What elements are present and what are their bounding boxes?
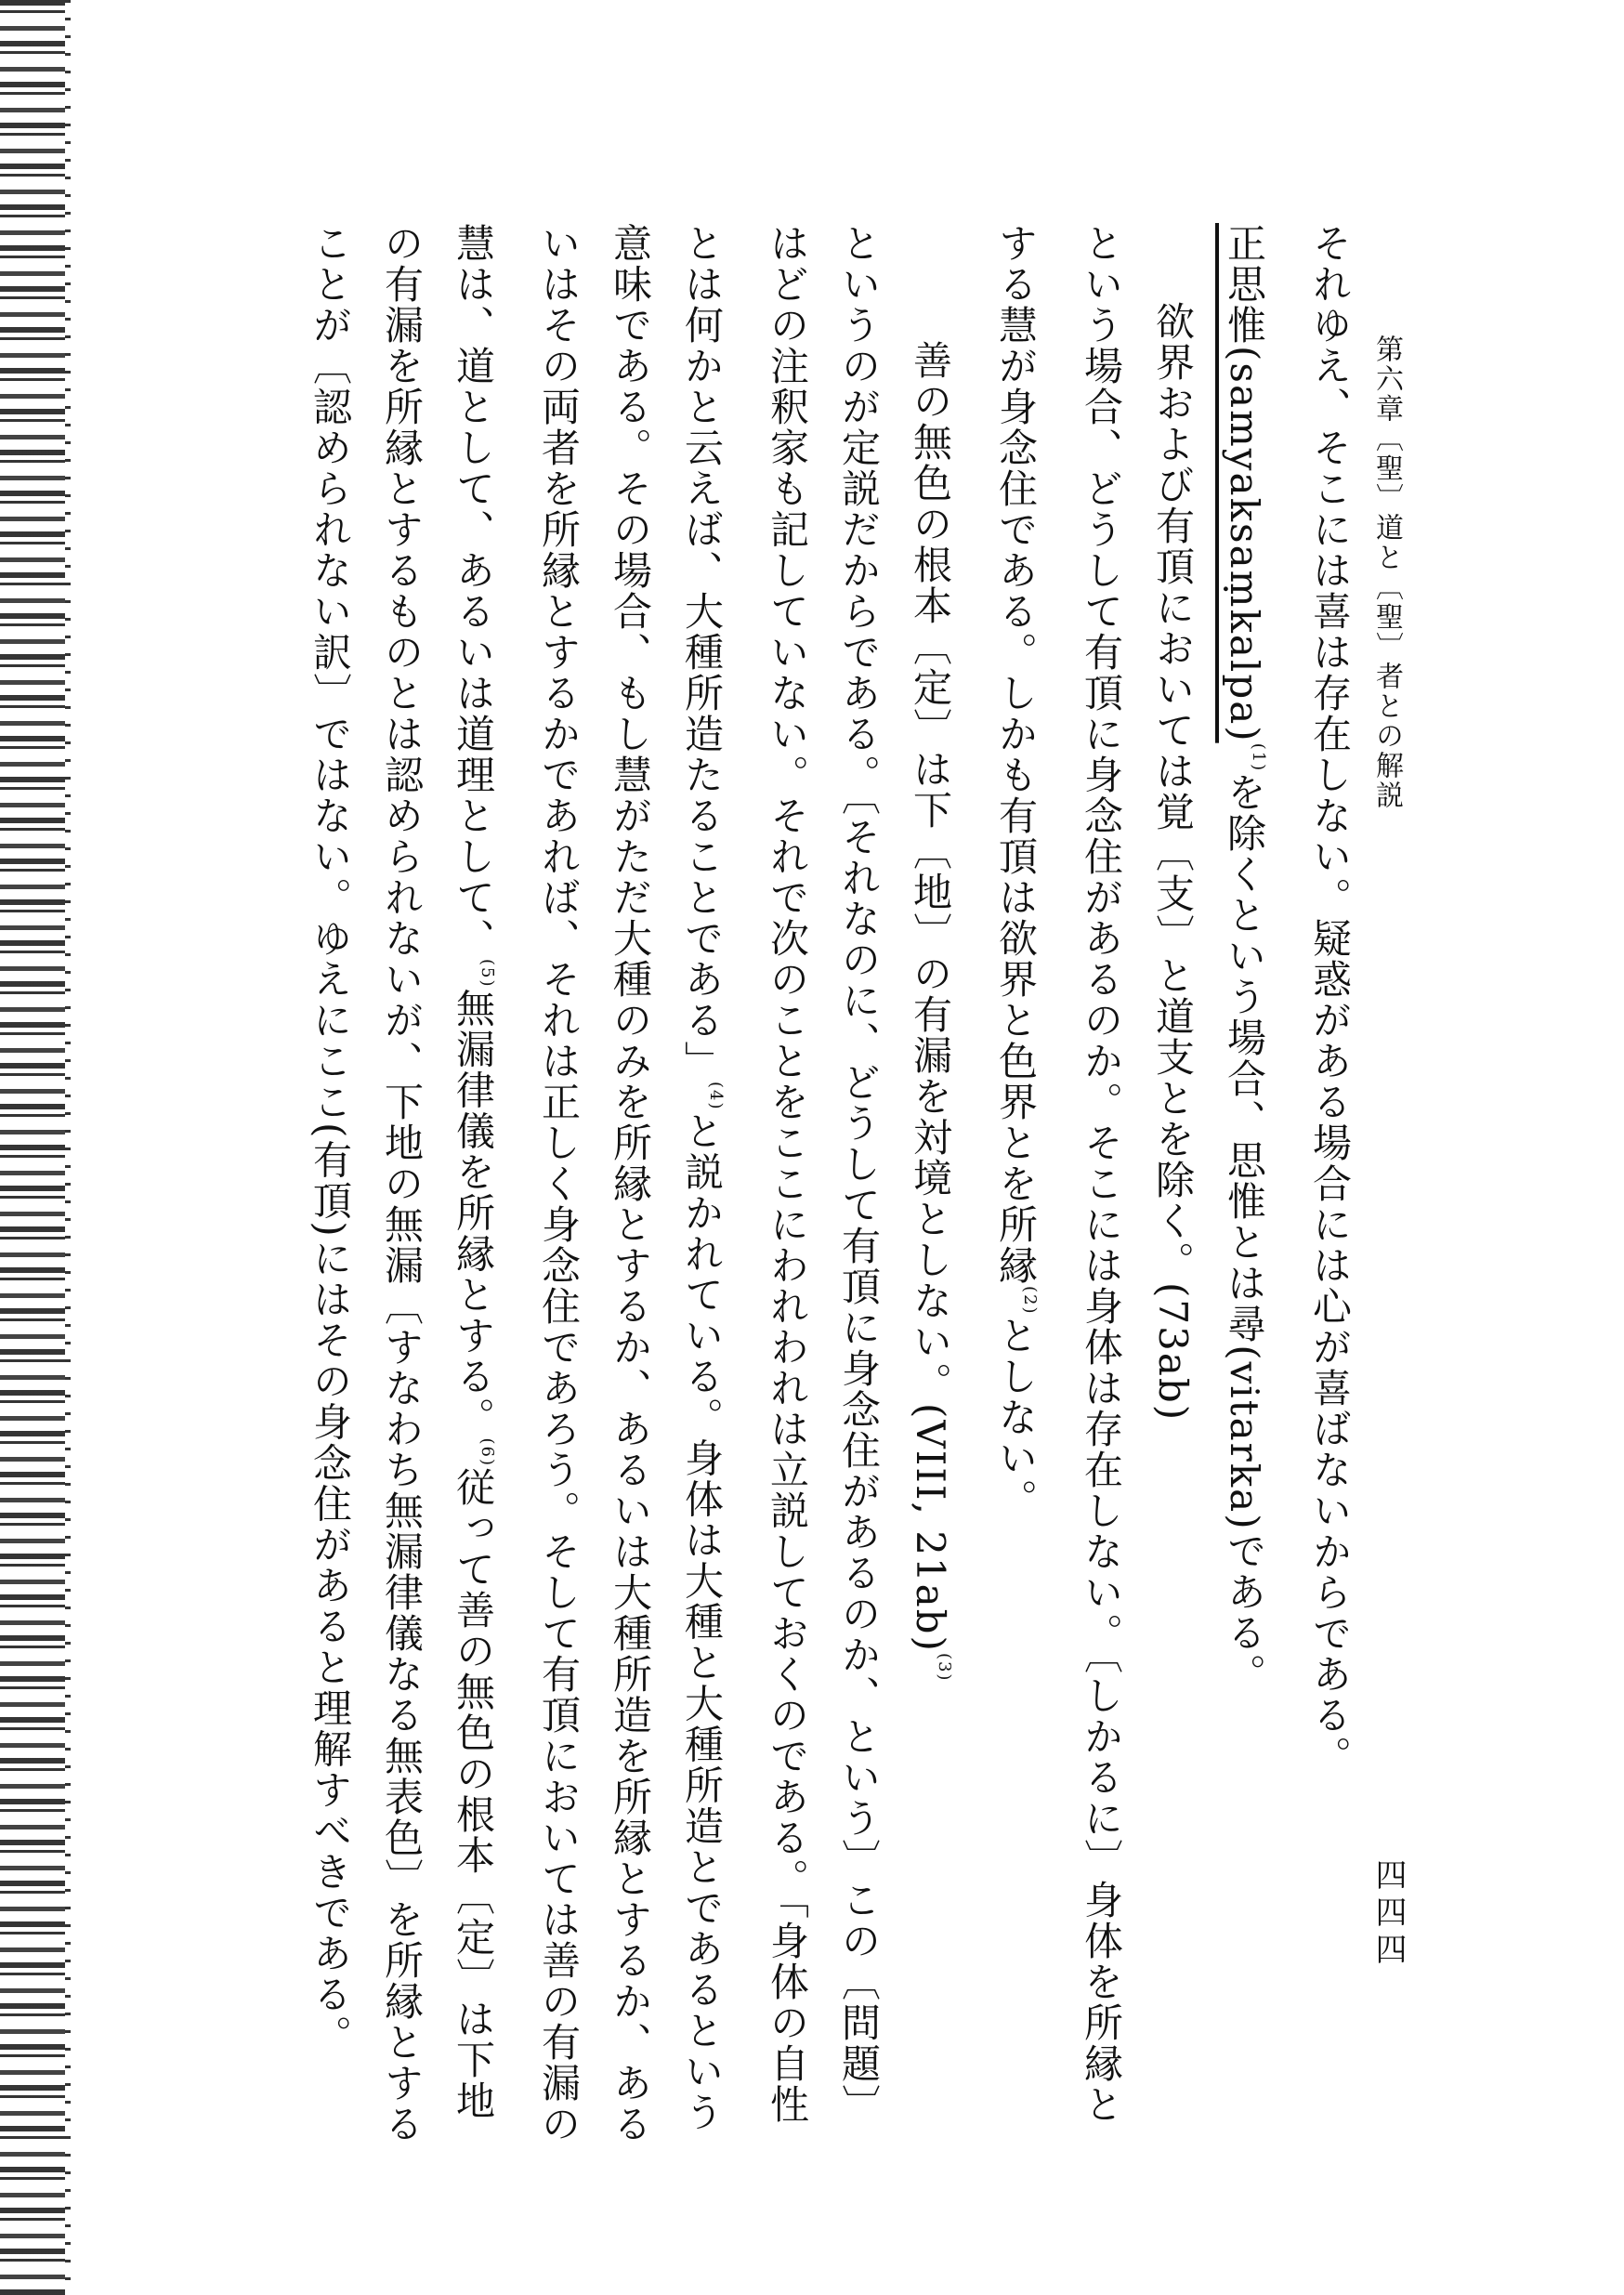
verse-73ab: 欲界および有頂においては覚〔支〕と道支とを除く。(73ab)	[1150, 301, 1196, 1423]
paragraph-1: それゆえ、そこには喜は存在しない。疑惑がある場合には心が喜ばないからである。	[1307, 223, 1353, 1777]
body-text	[295, 223, 1366, 2146]
scan-binding-shadow	[65, 0, 71, 2295]
footnote-ref-3: (3)	[935, 1652, 954, 1683]
paragraph-4: というのが定説だからである。〔それなのに、どうして有頂に身念住があるのか、という〕この〔問題〕はどの注釈家も記していない。それで次のことをここにわれわれは立説しておくのである。「身体の自性とは何かと云えば、大種所造たることである」$^{(4)}$と説かれている。身体は大種と大種所造とであるという意味である。その場合、もし慧がただ大種のみを所縁とするか、あるいは大種所造を所縁とするか、あるいはその両者を所縁とするかであれば、それは正しく身念住であろう。そして有頂においては善の有漏の慧は、道として、あるいは道理として、$^{(5)}$無漏律儀を所縁とする。$^{(6)}$従って善の無色の根本〔定〕は下地の有漏を所縁とするものとは認められないが、下地の無漏〔すなわち無漏律儀なる無表色〕を所縁とすることが〔認められない訳〕ではない。ゆえにここ(有頂)にはその身念住があると理解すべきである。	[308, 223, 882, 2144]
verse-viii-21ab: 善の無色の根本〔定〕は下〔地〕の有漏を対境としない。(VIII, 21ab)$^{(3)}$	[908, 340, 954, 1683]
footnote-ref-4: (4)	[706, 1082, 726, 1111]
page-number: 四四四	[1369, 1858, 1407, 1970]
footnote-ref-5: (5)	[478, 959, 497, 989]
footnote-ref-1: (1)	[1249, 742, 1268, 773]
term-lead: 正思惟(samyaksaṃkalpa)	[1222, 223, 1267, 743]
footnote-ref-2: (2)	[1020, 1286, 1040, 1316]
paragraph-3: という場合、どうして有頂に身念住があるのか。そこには身体は存在しない。〔しかるに〕身体を所縁とする慧が身念住である。しかも有頂は欲界と色界とを所縁$^{(2)}$としない。	[993, 223, 1124, 2125]
running-header: 第六章〔聖〕道と〔聖〕者との解説	[1370, 334, 1403, 810]
paragraph-2: 正思惟(samyaksaṃkalpa)$^{(1)}$を除くという場合、思惟とは尋(vitarka)である。	[1222, 223, 1268, 1695]
footnote-ref-6: (6)	[478, 1437, 497, 1467]
scan-binding-edge	[0, 0, 65, 2295]
